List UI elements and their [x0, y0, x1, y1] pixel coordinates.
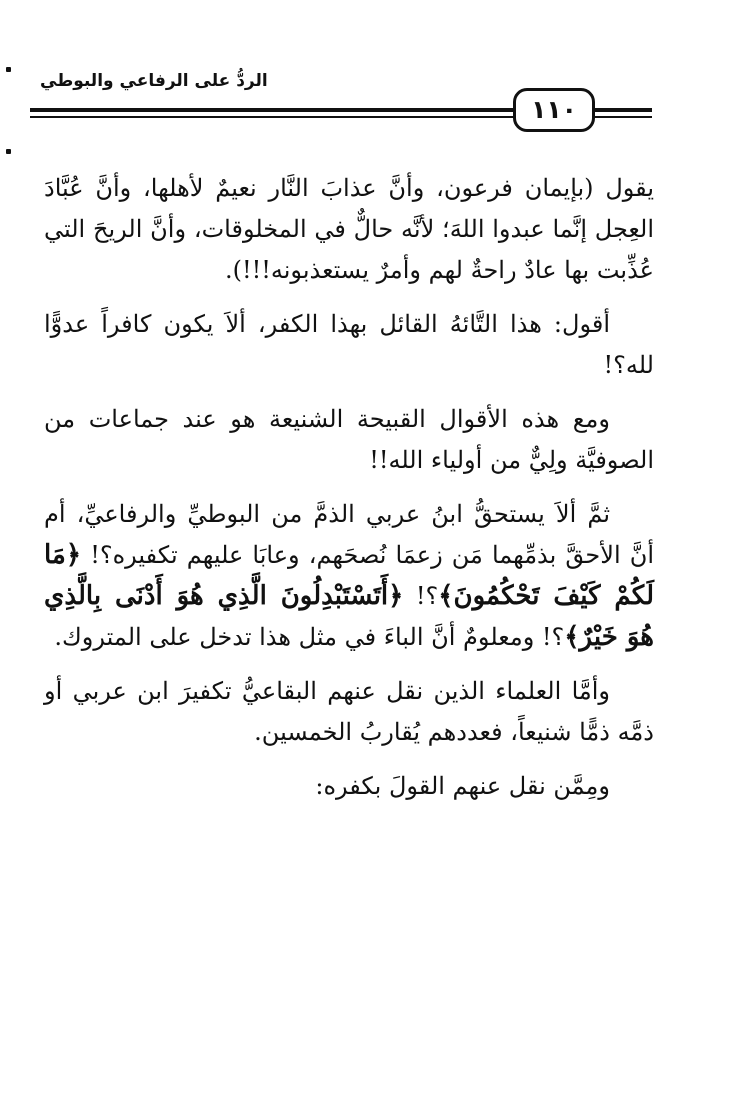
quran-verse-1: ﴿مَا لَكُمْ كَيْفَ تَحْكُمُونَ﴾ [44, 540, 654, 611]
paragraph-list-intro: ومِمَّن نقل عنهم القولَ بكفره: [315, 772, 610, 800]
page-number: ١١٠ [513, 88, 595, 132]
paragraph-sufis: ومع هذه الأقوال القبيحة الشنيعة هو عند جماعات من الصوفيَّة ولِيٌّ من أولياء الله!! [44, 405, 654, 474]
page-body [44, 168, 654, 820]
paragraph-scholars: وأمَّا العلماء الذين نقل عنهم البقاعيُّ تكفيرَ ابن عربي أو ذمَّه ذمًّا شنيعاً، فعددهم يُقاربُ الخمسين. [44, 677, 654, 746]
quran-verse-2: ﴿أَتَسْتَبْدِلُونَ الَّذِي هُوَ أَدْنَى بِالَّذِي هُوَ خَيْرٌ﴾ [44, 581, 654, 652]
paragraph-argument-text-a: ثمَّ ألاَ يستحقُّ ابنُ عربي الذمَّ من البوطيِّ والرفاعيِّ، أم أنَّ الأحقَّ بذمِّهما مَن زعمَا نُصحَهم، وعابَا عليهم تكفيره؟! [44, 500, 654, 569]
paragraph-argument-text-c: ؟! ومعلومٌ أنَّ الباءَ في مثل هذا تدخل على المتروك. [54, 623, 565, 651]
paragraph-question: أقول: هذا التَّائهُ القائل بهذا الكفر، ألاَ يكون كافراً عدوًّا لله؟! [44, 310, 654, 379]
margin-mark [6, 67, 11, 72]
paragraph-argument [44, 494, 654, 658]
paragraph-quote: يقول (بإيمان فرعون، وأنَّ عذابَ النَّار نعيمٌ لأهلها، وأنَّ عُبَّادَ العِجل إنَّما عبدوا اللهَ؛ لأنَّه حالٌّ في المخلوقات، وأنَّ الريحَ التي عُذِّبت بها عادٌ راحةٌ لهم وأمرٌ يستعذبونه!!!). [44, 174, 654, 284]
margin-mark [6, 149, 11, 154]
running-header-title: الردُّ على الرفاعي والبوطي [40, 71, 268, 91]
paragraph-argument-text-b: ؟! [415, 582, 439, 610]
